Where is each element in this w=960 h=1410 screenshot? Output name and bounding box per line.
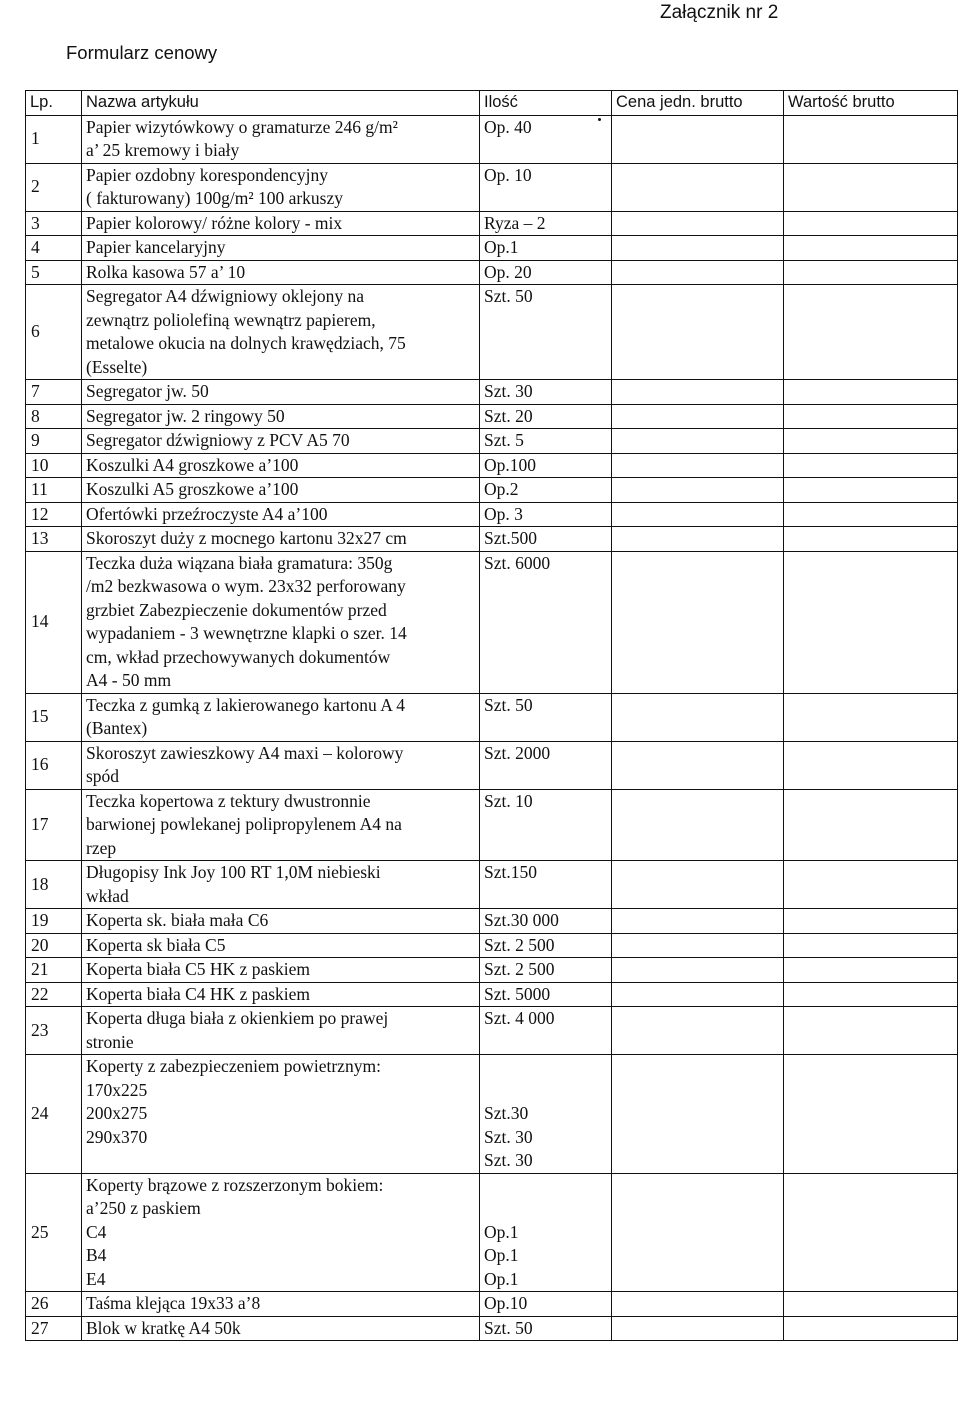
row-quantity: Szt.30 Szt. 30 Szt. 30: [480, 1055, 612, 1174]
row-total-value: [784, 1007, 958, 1055]
row-unit-price: [612, 1292, 784, 1317]
row-quantity: Szt. 5000: [480, 982, 612, 1007]
header-lp: Lp.: [26, 91, 82, 116]
table-row: [26, 236, 958, 261]
table-row: [26, 527, 958, 552]
row-lp: 11: [26, 478, 82, 503]
row-unit-price: [612, 693, 784, 741]
row-quantity: Szt. 6000: [480, 551, 612, 693]
row-unit-price: [612, 958, 784, 983]
row-item-name: Teczka z gumką z lakierowanego kartonu A 4 (Bantex): [82, 693, 480, 741]
row-total-value: [784, 789, 958, 861]
table-row: [26, 1173, 958, 1292]
row-unit-price: [612, 115, 784, 163]
row-quantity: Op.2: [480, 478, 612, 503]
row-quantity: Szt. 10: [480, 789, 612, 861]
table-row: [26, 933, 958, 958]
table-row: [26, 1292, 958, 1317]
row-total-value: [784, 211, 958, 236]
row-quantity: Szt. 20: [480, 404, 612, 429]
row-unit-price: [612, 260, 784, 285]
row-unit-price: [612, 236, 784, 261]
row-lp: 1: [26, 115, 82, 163]
row-quantity: Szt. 5: [480, 429, 612, 454]
attachment-number: Załącznik nr 2: [660, 2, 779, 23]
row-total-value: [784, 163, 958, 211]
row-item-name: Skoroszyt zawieszkowy A4 maxi – kolorowy spód: [82, 741, 480, 789]
table-row: [26, 741, 958, 789]
row-unit-price: [612, 982, 784, 1007]
row-unit-price: [612, 404, 784, 429]
row-unit-price: [612, 1173, 784, 1292]
row-unit-price: [612, 789, 784, 861]
row-item-name: Skoroszyt duży z mocnego kartonu 32x27 cm: [82, 527, 480, 552]
row-item-name: Koperta biała C5 HK z paskiem: [82, 958, 480, 983]
row-total-value: [784, 285, 958, 380]
row-quantity: Szt.30 000: [480, 909, 612, 934]
row-item-name: Koperta sk. biała mała C6: [82, 909, 480, 934]
row-item-name: Koszulki A4 groszkowe a’100: [82, 453, 480, 478]
price-form-table: [25, 90, 958, 1341]
row-lp: 18: [26, 861, 82, 909]
row-item-name: Ofertówki przeźroczyste A4 a’100: [82, 502, 480, 527]
row-item-name: Koszulki A5 groszkowe a’100: [82, 478, 480, 503]
row-total-value: [784, 861, 958, 909]
table-row: [26, 453, 958, 478]
table-header-row: [26, 91, 958, 116]
row-lp: 7: [26, 380, 82, 405]
row-unit-price: [612, 527, 784, 552]
row-unit-price: [612, 453, 784, 478]
row-lp: 19: [26, 909, 82, 934]
row-lp: 25: [26, 1173, 82, 1292]
row-lp: 12: [26, 502, 82, 527]
row-quantity: Op.1: [480, 236, 612, 261]
row-item-name: Papier ozdobny korespondencyjny ( fakturowany) 100g/m² 100 arkuszy: [82, 163, 480, 211]
table-row: [26, 1055, 958, 1174]
row-item-name: Teczka kopertowa z tektury dwustronnie barwionej powlekanej polipropylenem A4 na rzep: [82, 789, 480, 861]
table-row: [26, 115, 958, 163]
row-item-name: Teczka duża wiązana biała gramatura: 350g /m2 bezkwasowa o wym. 23x32 perforowany grzbiet Zabezpieczenie dokumentów przed wypadaniem - 3 wewnętrzne klapki o szer. 14 cm, wkład przechowywanych dokumentów A4 - 50 mm: [82, 551, 480, 693]
row-lp: 21: [26, 958, 82, 983]
row-total-value: [784, 380, 958, 405]
row-unit-price: [612, 909, 784, 934]
row-total-value: [784, 551, 958, 693]
row-total-value: [784, 502, 958, 527]
row-quantity: Szt. 4 000: [480, 1007, 612, 1055]
row-quantity: Op. 20: [480, 260, 612, 285]
table-row: [26, 693, 958, 741]
row-item-name: Segregator jw. 50: [82, 380, 480, 405]
row-unit-price: [612, 380, 784, 405]
header-unit-price: Cena jedn. brutto: [612, 91, 784, 116]
table-row: [26, 404, 958, 429]
row-total-value: [784, 260, 958, 285]
row-item-name: Rolka kasowa 57 a’ 10: [82, 260, 480, 285]
row-lp: 3: [26, 211, 82, 236]
row-total-value: [784, 115, 958, 163]
row-item-name: Papier wizytówkowy o gramaturze 246 g/m² a’ 25 kremowy i biały: [82, 115, 480, 163]
row-total-value: [784, 453, 958, 478]
row-quantity: Szt. 2 500: [480, 933, 612, 958]
row-item-name: Koperta długa biała z okienkiem po prawej stronie: [82, 1007, 480, 1055]
table-row: [26, 1316, 958, 1341]
row-total-value: [784, 478, 958, 503]
row-quantity: Szt.500: [480, 527, 612, 552]
row-quantity: Op.1 Op.1 Op.1: [480, 1173, 612, 1292]
table-row: [26, 285, 958, 380]
row-unit-price: [612, 502, 784, 527]
header-qty: Ilość: [480, 91, 612, 116]
header-total: Wartość brutto: [784, 91, 958, 116]
table-row: [26, 1007, 958, 1055]
row-unit-price: [612, 741, 784, 789]
row-quantity: Szt. 50: [480, 285, 612, 380]
table-row: [26, 380, 958, 405]
table-row: [26, 260, 958, 285]
table-row: [26, 163, 958, 211]
row-total-value: [784, 958, 958, 983]
row-total-value: [784, 1292, 958, 1317]
row-total-value: [784, 741, 958, 789]
row-total-value: [784, 404, 958, 429]
row-lp: 24: [26, 1055, 82, 1174]
row-lp: 15: [26, 693, 82, 741]
table-row: [26, 429, 958, 454]
row-item-name: Koperta biała C4 HK z paskiem: [82, 982, 480, 1007]
row-quantity: Szt. 2000: [480, 741, 612, 789]
form-title: Formularz cenowy: [66, 42, 218, 63]
table-row: [26, 478, 958, 503]
row-item-name: Długopisy Ink Joy 100 RT 1,0M niebieski wkład: [82, 861, 480, 909]
row-total-value: [784, 236, 958, 261]
row-lp: 16: [26, 741, 82, 789]
row-lp: 20: [26, 933, 82, 958]
row-quantity: Op. 10: [480, 163, 612, 211]
row-quantity: Szt.150: [480, 861, 612, 909]
row-lp: 8: [26, 404, 82, 429]
row-unit-price: [612, 1316, 784, 1341]
row-item-name: Blok w kratkę A4 50k: [82, 1316, 480, 1341]
row-item-name: Koperty brązowe z rozszerzonym bokiem: a’250 z paskiem C4 B4 E4: [82, 1173, 480, 1292]
row-quantity: Op.10: [480, 1292, 612, 1317]
row-total-value: [784, 1316, 958, 1341]
row-total-value: [784, 933, 958, 958]
row-lp: 10: [26, 453, 82, 478]
row-unit-price: [612, 429, 784, 454]
row-quantity: Szt. 2 500: [480, 958, 612, 983]
row-item-name: Segregator jw. 2 ringowy 50: [82, 404, 480, 429]
row-quantity: Op. 3: [480, 502, 612, 527]
row-unit-price: [612, 163, 784, 211]
row-lp: 9: [26, 429, 82, 454]
row-unit-price: [612, 1007, 784, 1055]
row-quantity: Op.100: [480, 453, 612, 478]
row-lp: 23: [26, 1007, 82, 1055]
table-row: [26, 982, 958, 1007]
row-quantity: Szt. 50: [480, 1316, 612, 1341]
row-quantity: Op. 40: [480, 115, 612, 163]
row-lp: 5: [26, 260, 82, 285]
row-unit-price: [612, 1055, 784, 1174]
row-total-value: [784, 1173, 958, 1292]
table-row: [26, 502, 958, 527]
row-lp: 4: [26, 236, 82, 261]
row-quantity: Szt. 50: [480, 693, 612, 741]
header-name: Nazwa artykułu: [82, 91, 480, 116]
row-item-name: Segregator A4 dźwigniowy oklejony na zewnątrz poliolefiną wewnątrz papierem, metalowe okucia na dolnych krawędziach, 75 (Esselte): [82, 285, 480, 380]
row-unit-price: [612, 933, 784, 958]
row-unit-price: [612, 285, 784, 380]
row-lp: 13: [26, 527, 82, 552]
row-lp: 22: [26, 982, 82, 1007]
row-total-value: [784, 1055, 958, 1174]
row-lp: 26: [26, 1292, 82, 1317]
table-row: [26, 958, 958, 983]
row-item-name: Papier kolorowy/ różne kolory - mix: [82, 211, 480, 236]
row-unit-price: [612, 861, 784, 909]
row-item-name: Papier kancelaryjny: [82, 236, 480, 261]
row-unit-price: [612, 211, 784, 236]
row-quantity: Ryza – 2: [480, 211, 612, 236]
row-lp: 2: [26, 163, 82, 211]
row-item-name: Segregator dźwigniowy z PCV A5 70: [82, 429, 480, 454]
row-quantity: Szt. 30: [480, 380, 612, 405]
row-lp: 27: [26, 1316, 82, 1341]
row-item-name: Koperty z zabezpieczeniem powietrznym: 170x225 200x275 290x370: [82, 1055, 480, 1174]
row-lp: 6: [26, 285, 82, 380]
table-row: [26, 789, 958, 861]
table-row: [26, 861, 958, 909]
row-item-name: Koperta sk biała C5: [82, 933, 480, 958]
row-unit-price: [612, 551, 784, 693]
row-lp: 14: [26, 551, 82, 693]
row-total-value: [784, 527, 958, 552]
table-row: [26, 211, 958, 236]
table-row: [26, 909, 958, 934]
row-item-name: Taśma klejąca 19x33 a’8: [82, 1292, 480, 1317]
table-row: [26, 551, 958, 693]
row-lp: 17: [26, 789, 82, 861]
row-total-value: [784, 909, 958, 934]
row-unit-price: [612, 478, 784, 503]
row-total-value: [784, 982, 958, 1007]
row-total-value: [784, 693, 958, 741]
row-total-value: [784, 429, 958, 454]
